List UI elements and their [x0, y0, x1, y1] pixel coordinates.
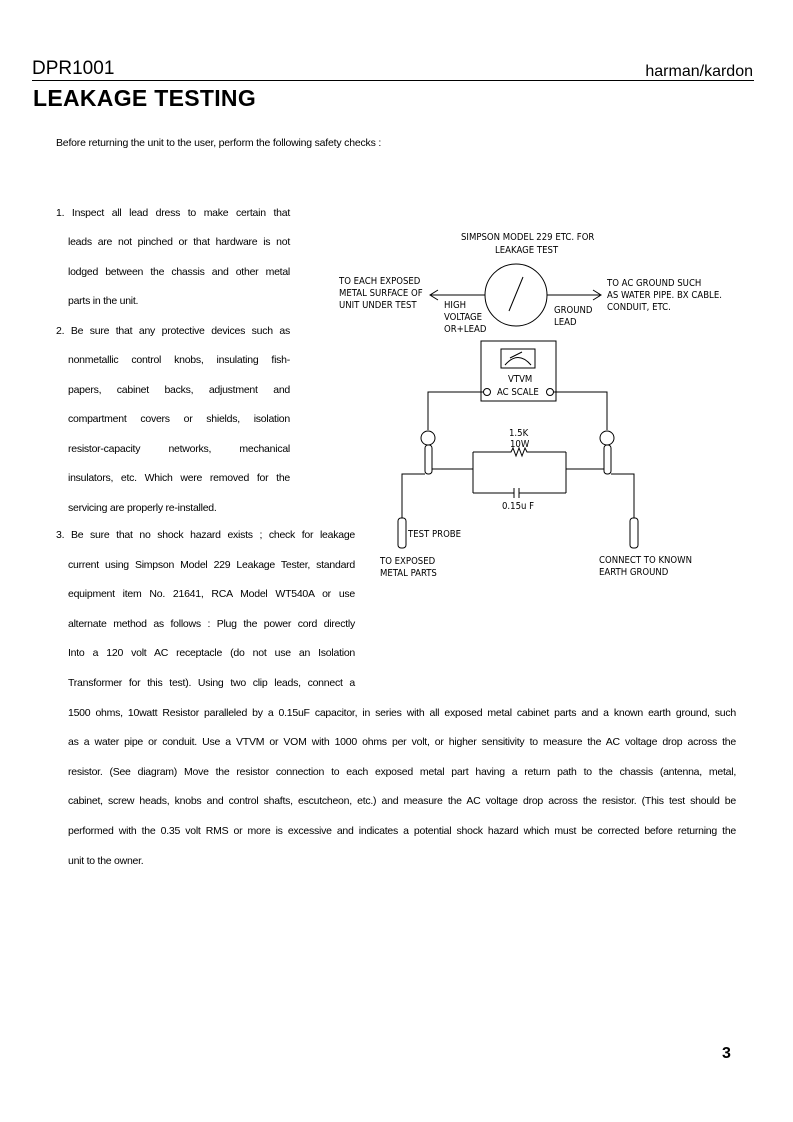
left-clip-head: [421, 431, 435, 445]
item-3-line-6: Transformer for this test). Using two clip leads, connect a: [68, 677, 355, 689]
item-3-line-1: 3. Be sure that no shock hazard exists ; check for leakage: [56, 529, 355, 541]
earth-label-line-1: CONNECT TO KNOWN: [599, 555, 693, 566]
ground-lead-label-line-1: GROUND: [554, 305, 593, 316]
item-2-line-3: papers, cabinet backs, adjustment and: [68, 384, 290, 396]
item-1-line-1: 1. Inspect all lead dress to make certain that: [56, 207, 290, 219]
vtvm-right-terminal: [547, 389, 554, 396]
item-1-line-2: leads are not pinched or that hardware is not: [68, 236, 290, 248]
item-3-line-2: current using Simpson Model 229 Leakage Tester, standard: [68, 559, 355, 571]
right-clip-head: [600, 431, 614, 445]
item-1-line-4: parts in the unit.: [68, 295, 139, 307]
model-number: DPR1001: [32, 58, 115, 79]
right-label-line-3: CONDUIT, ETC.: [607, 302, 671, 313]
item-2-line-2: nonmetallic control knobs, insulating fish-: [68, 354, 290, 366]
left-label-line-2: METAL SURFACE OF: [339, 288, 423, 299]
high-voltage-label-line-2: VOLTAGE: [444, 312, 483, 323]
simpson-label-line-2: LEAKAGE TEST: [495, 245, 559, 256]
vtvm-right-lead: [554, 392, 607, 430]
item-1-line-3: lodged between the chassis and other metal: [68, 266, 290, 278]
item-2-line-6: insulators, etc. Which were removed for the: [68, 472, 290, 484]
meter-needle: [509, 277, 523, 311]
item-2-line-7: servicing are properly re-installed.: [68, 502, 217, 514]
high-voltage-label-line-1: HIGH: [444, 300, 467, 311]
vtvm-left-lead: [428, 392, 483, 430]
exposed-parts-label-line-1: TO EXPOSED: [380, 556, 436, 567]
page-title: LEAKAGE TESTING: [33, 85, 257, 111]
vtvm-scale-arc: [505, 358, 531, 366]
earth-lead: [611, 474, 634, 518]
earth-label-line-2: EARTH GROUND: [599, 567, 669, 578]
item-3-line-11: performed with the 0.35 volt RMS or more is excessive and indicates a potential shock hazard which must be corrected before returning the: [68, 825, 736, 837]
vtvm-label: VTVM: [508, 374, 533, 385]
ac-scale-label: AC SCALE: [497, 387, 539, 398]
item-3-line-3: equipment item No. 21641, RCA Model WT540A or use: [68, 588, 355, 600]
left-label-line-3: UNIT UNDER TEST: [339, 300, 417, 311]
probe-lead: [402, 474, 425, 518]
brand-name: harman/kardon: [645, 63, 753, 80]
resistor-label-line-2: 10W: [510, 439, 530, 450]
leakage-test-diagram: [330, 222, 730, 587]
ground-lead-label-line-2: LEAD: [554, 317, 577, 328]
capacitor-label: 0.15u F: [502, 501, 535, 512]
vtvm-left-terminal: [484, 389, 491, 396]
test-probe-label: TEST PROBE: [408, 529, 462, 540]
item-3-line-8: as a water pipe or conduit. Use a VTVM or VOM with 1000 ohms per volt, or higher sensitivity to measure the AC voltage drop across the: [68, 736, 736, 748]
high-voltage-label-line-3: OR+LEAD: [444, 324, 487, 335]
item-3-line-7: 1500 ohms, 10watt Resistor paralleled by a 0.15uF capacitor, in series with all exposed metal cabinet parts and a known earth ground, such: [68, 707, 736, 719]
item-3-line-9: resistor. (See diagram) Move the resistor connection to each exposed metal part having a return path to the chassis (antenna, metal,: [68, 766, 736, 778]
earth-probe: [630, 518, 638, 548]
left-label-line-1: TO EACH EXPOSED: [339, 276, 421, 287]
item-2-line-4: compartment covers or shields, isolation: [68, 413, 290, 425]
test-probe: [398, 518, 406, 548]
item-2-line-1: 2. Be sure that any protective devices such as: [56, 325, 290, 337]
resistor-label-line-1: 1.5K: [509, 428, 529, 439]
item-3-line-10: cabinet, screw heads, knobs and control shafts, escutcheon, etc.) and measure the AC voltage drop across the resistor. (This test should be: [68, 795, 736, 807]
left-clip-body: [425, 445, 432, 474]
right-label-line-2: AS WATER PIPE. BX CABLE.: [607, 290, 722, 301]
vtvm-needle: [510, 352, 522, 358]
exposed-parts-label-line-2: METAL PARTS: [380, 568, 437, 579]
item-3-line-5: Into a 120 volt AC receptacle (do not use an Isolation: [68, 647, 355, 659]
vtvm-meter-window: [501, 349, 535, 368]
right-clip-body: [604, 445, 611, 474]
simpson-label-line-1: SIMPSON MODEL 229 ETC. FOR: [461, 232, 595, 243]
right-label-line-1: TO AC GROUND SUCH: [607, 278, 702, 289]
item-3-line-4: alternate method as follows : Plug the power cord directly: [68, 618, 355, 630]
item-3-line-12: unit to the owner.: [68, 855, 144, 867]
item-2-line-5: resistor-capacity networks, mechanical: [68, 443, 290, 455]
header-rule: [32, 80, 754, 81]
intro-paragraph: Before returning the unit to the user, perform the following safety checks :: [56, 137, 382, 149]
page-number: 3: [722, 1045, 731, 1062]
